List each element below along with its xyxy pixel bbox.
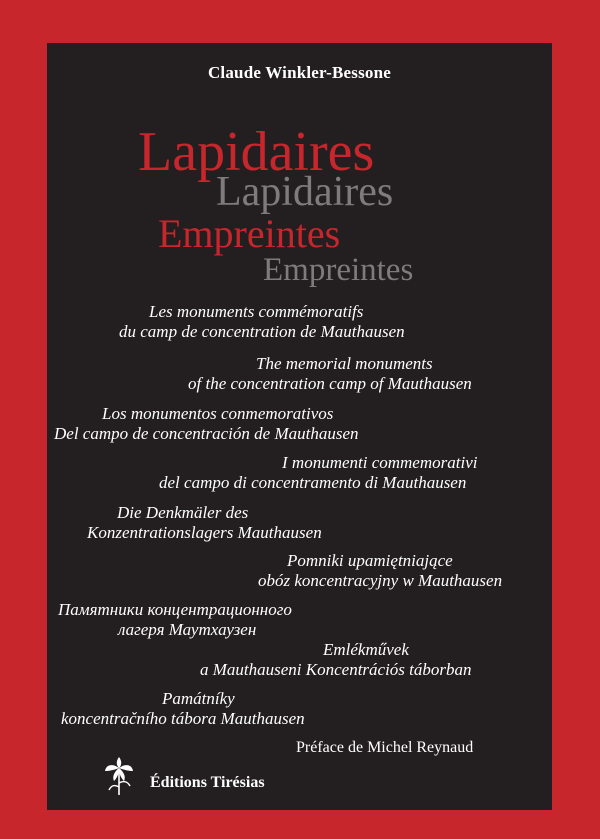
subtitle-hu-line-1: Emlékművek [323, 640, 409, 659]
subtitle-en-line-1: The memorial monuments [256, 354, 433, 373]
subtitle-cs-line-1: Památníky [162, 689, 235, 708]
title-line-4: Empreintes [263, 252, 414, 288]
subtitle-it-line-1: I monumenti commemorativi [282, 453, 478, 472]
subtitle-ru-line-1: Памятники концентрационного [58, 600, 292, 619]
subtitle-en-line-2: of the concentration camp of Mauthausen [188, 374, 472, 393]
title-line-2: Lapidaires [216, 169, 394, 215]
subtitle-pl-line-2: obóz koncentracyjny w Mauthausen [258, 571, 503, 590]
preface-credit: Préface de Michel Reynaud [296, 739, 474, 756]
subtitle-de-line-2: Konzentrationslagers Mauthausen [87, 523, 322, 542]
iris-flower-icon [102, 753, 136, 797]
title-line-3: Empreintes [158, 211, 341, 256]
subtitle-de-line-1: Die Denkmäler des [117, 503, 249, 522]
cover-panel [47, 43, 552, 810]
subtitle-cs-line-2: koncentračního tábora Mauthausen [61, 709, 305, 728]
subtitle-es-line-1: Los monumentos conmemorativos [102, 404, 334, 423]
publisher-name: Éditions Tirésias [150, 774, 265, 791]
subtitle-hu-line-2: a Mauthauseni Koncentrációs táborban [200, 660, 472, 679]
subtitle-fr-line-1: Les monuments commémoratifs [149, 302, 364, 321]
subtitle-es-line-2: Del campo de concentración de Mauthausen [54, 424, 359, 443]
subtitle-it-line-2: del campo di concentramento di Mauthausen [159, 473, 467, 492]
subtitle-fr-line-2: du camp de concentration de Mauthausen [119, 322, 405, 341]
subtitle-ru-line-2: лагеря Маутхаузен [118, 620, 257, 639]
subtitle-pl-line-1: Pomniki upamiętniające [287, 551, 453, 570]
author-name: Claude Winkler-Bessone [207, 63, 392, 82]
title-line-1: Lapidaires [138, 121, 375, 183]
